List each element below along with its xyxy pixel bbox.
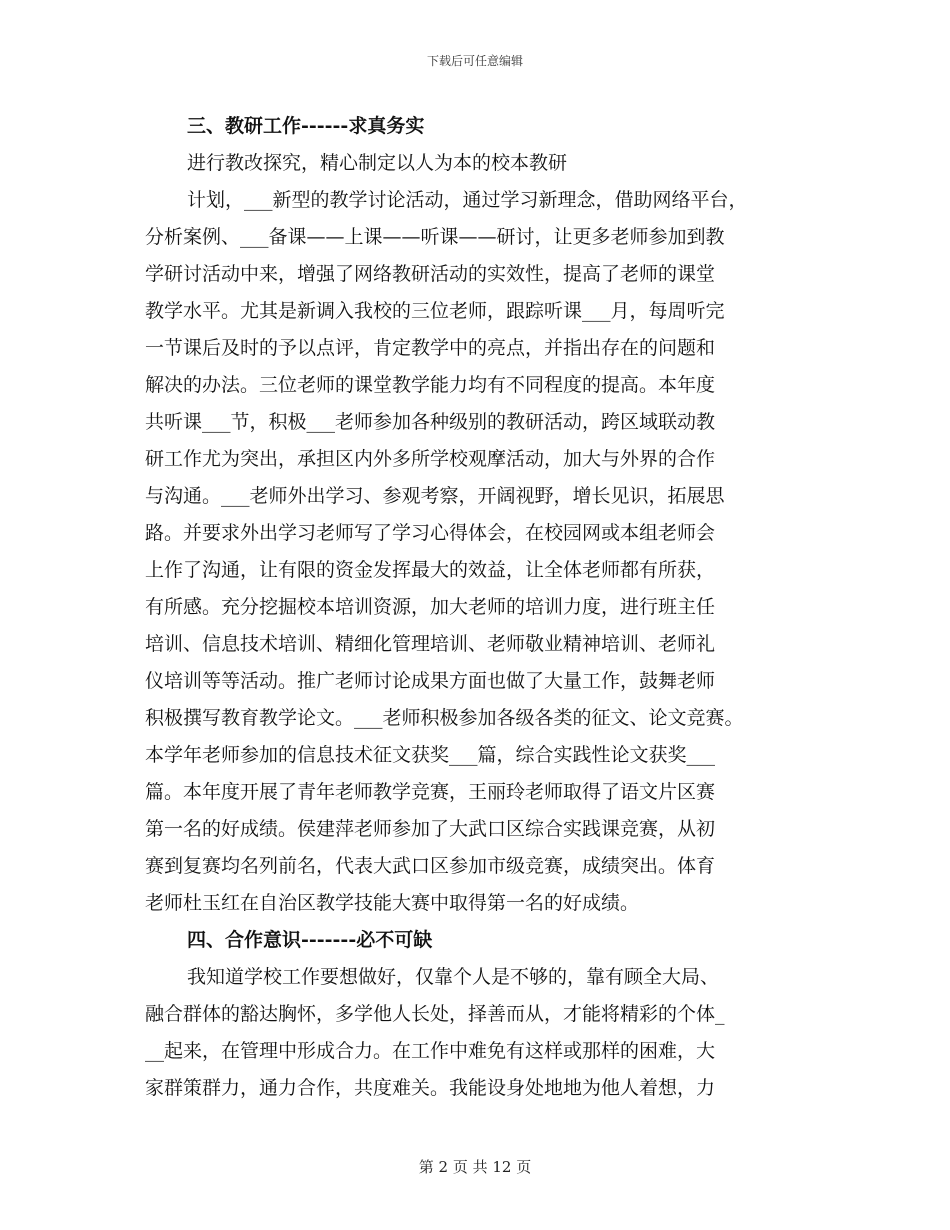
paragraph-line: 分析案例、___备课——上课——听课——研讨，让更多老师参加到教: [145, 226, 725, 248]
paragraph-line: 解决的办法。三位老师的课堂教学能力均有不同程度的提高。本年度: [145, 374, 716, 396]
paragraph-line: __起来，在管理中形成合力。在工作中难免有这样或那样的困难，大: [145, 1040, 716, 1062]
paragraph-line: 路。并要求外出学习老师写了学习心得体会，在校园网或本组老师会: [145, 522, 716, 544]
paragraph-line: 共听课___节，积极___老师参加各种级别的教研活动，跨区域联动教: [145, 411, 716, 433]
paragraph-line: 第一名的好成绩。侯建萍老师参加了大武口区综合实践课竞赛，从初: [145, 818, 716, 840]
paragraph-line: 一节课后及时的予以点评，肯定教学中的亮点，并指出存在的问题和: [145, 337, 716, 359]
paragraph-line: 有所感。充分挖掘校本培训资源，加大老师的培训力度，进行班主任: [145, 596, 716, 618]
paragraph-line: 赛到复赛均名列前名，代表大武口区参加市级竞赛，成绩突出。体育: [145, 855, 716, 877]
paragraph-line: 进行教改探究，精心制定以人为本的校本教研: [187, 152, 568, 174]
paragraph-line: 积极撰写教育教学论文。___老师积极参加各级各类的征文、论文竞赛。: [145, 707, 744, 729]
paragraph-line: 上作了沟通，让有限的资金发挥最大的效益，让全体老师都有所获，: [145, 559, 716, 581]
paragraph-line: 研工作尤为突出，承担区内外多所学校观摩活动，加大与外界的合作: [145, 448, 716, 470]
paragraph-line: 计划，___新型的教学讨论活动，通过学习新理念，借助网络平台，: [187, 189, 748, 211]
paragraph-line: 仪培训等等活动。推广老师讨论成果方面也做了大量工作，鼓舞老师: [145, 670, 716, 692]
paragraph-line: 篇。本年度开展了青年老师教学竞赛，王丽玲老师取得了语文片区赛: [145, 781, 716, 803]
paragraph-line: 融合群体的豁达胸怀，多学他人长处，择善而从，才能将精彩的个体_: [145, 1003, 725, 1025]
section-heading: 三、教研工作------求真务实: [187, 115, 425, 137]
paragraph-line: 教学水平。尤其是新调入我校的三位老师，跟踪听课___月，每周听完: [145, 300, 725, 322]
paragraph-line: 培训、信息技术培训、精细化管理培训、老师敬业精神培训、老师礼: [145, 633, 716, 655]
paragraph-line: 家群策群力，通力合作，共度难关。我能设身处地地为他人着想，力: [145, 1077, 716, 1099]
page-header-note: 下载后可任意编辑: [426, 54, 523, 68]
paragraph-line: 学研讨活动中来，增强了网络教研活动的实效性，提高了老师的课堂: [145, 263, 716, 285]
paragraph-line: 与沟通。___老师外出学习、参观考察，开阔视野，增长见识，拓展思: [145, 485, 725, 507]
paragraph-line: 本学年老师参加的信息技术征文获奖___篇，综合实践性论文获奖___: [145, 744, 716, 766]
page-footer: 第 2 页 共 12 页: [418, 1158, 532, 1176]
paragraph-line: 老师杜玉红在自治区教学技能大赛中取得第一名的好成绩。: [145, 892, 640, 914]
section-heading: 四、合作意识-------必不可缺: [187, 929, 433, 951]
document-body: [145, 108, 825, 1107]
paragraph-line: 我知道学校工作要想做好，仅靠个人是不够的，靠有顾全大局、: [187, 966, 720, 988]
